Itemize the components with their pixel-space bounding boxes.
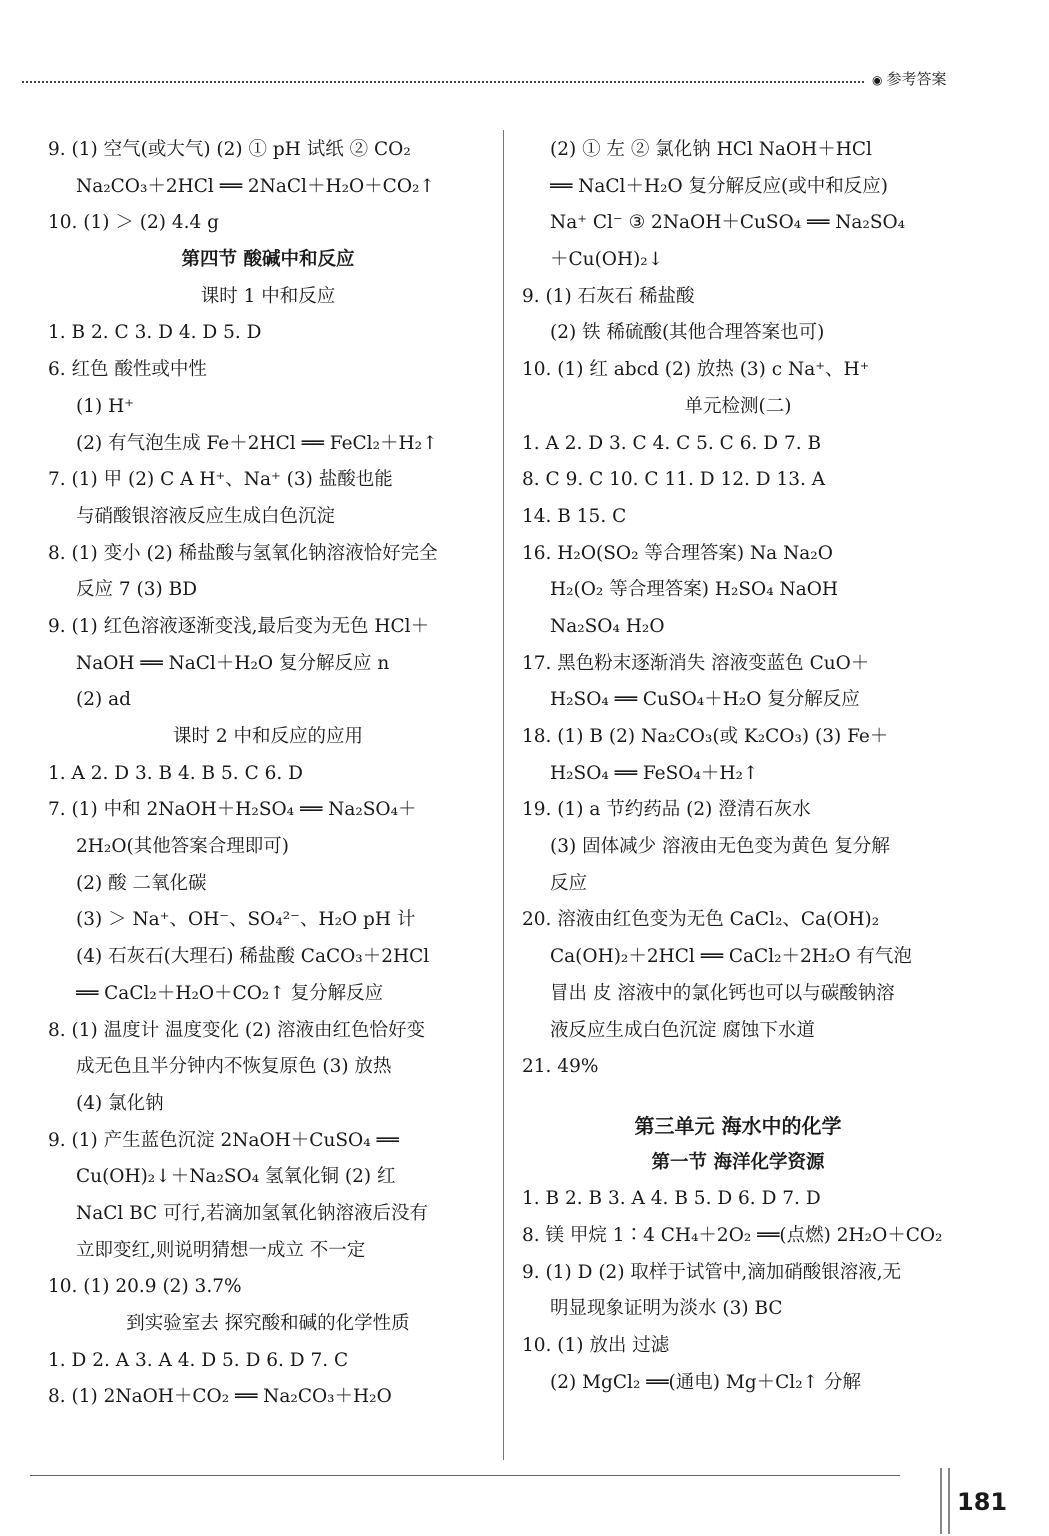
answer-line: 10. (1) 红 abcd (2) 放热 (3) c Na⁺、H⁺ bbox=[522, 359, 870, 381]
header-bullet-icon: ◉ bbox=[872, 73, 883, 87]
answer-line: 9. (1) 石灰石 稀盐酸 bbox=[522, 285, 695, 307]
answer-line: 18. (1) B (2) Na₂CO₃(或 K₂CO₃) (3) Fe＋ bbox=[522, 726, 889, 747]
page-number: 181 bbox=[957, 1488, 1008, 1516]
answer-line: 到实验室去 探究酸和碱的化学性质 bbox=[126, 1313, 410, 1334]
answer-line: 10. (1) 放出 过滤 bbox=[522, 1335, 670, 1356]
answer-line: 1. D 2. A 3. A 4. D 5. D 6. D 7. C bbox=[48, 1349, 349, 1371]
answer-line: 第四节 酸碱中和反应 bbox=[181, 249, 355, 271]
answer-line: 8. (1) 温度计 温度变化 (2) 溶液由红色恰好变 bbox=[48, 1019, 425, 1041]
answer-line: 8. 镁 甲烷 1∶4 CH₄＋2O₂ ══(点燃) 2H₂O＋CO₂ bbox=[522, 1224, 943, 1246]
answer-line: Na⁺ Cl⁻ ③ 2NaOH＋CuSO₄ ══ Na₂SO₄ bbox=[550, 212, 906, 234]
answer-line: 反应 7 (3) BD bbox=[76, 579, 198, 601]
answer-line: 19. (1) a 节约药品 (2) 澄清石灰水 bbox=[522, 799, 811, 821]
answer-line: (4) 氯化钠 bbox=[76, 1092, 164, 1114]
answer-line: 液反应生成白色沉淀 腐蚀下水道 bbox=[550, 1019, 815, 1041]
answer-line: ══ NaCl＋H₂O 复分解反应(或中和反应) bbox=[550, 175, 888, 197]
header-dotted-rule bbox=[22, 81, 864, 83]
answer-line: 6. 红色 酸性或中性 bbox=[48, 359, 207, 381]
answer-line: 20. 溶液由红色变为无色 CaCl₂、Ca(OH)₂ bbox=[522, 909, 880, 931]
answer-line: 与硝酸银溶液反应生成白色沉淀 bbox=[76, 505, 336, 527]
answer-line: 17. 黑色粉末逐渐消失 溶液变蓝色 CuO＋ bbox=[522, 652, 870, 674]
answer-line: 9. (1) D (2) 取样于试管中,滴加硝酸银溶液,无 bbox=[522, 1261, 902, 1283]
answer-line: Na₂SO₄ H₂O bbox=[550, 615, 665, 637]
answer-line: NaOH ══ NaCl＋H₂O 复分解反应 n bbox=[76, 652, 390, 674]
answer-line: (3) 固体减少 溶液由无色变为黄色 复分解 bbox=[550, 836, 890, 858]
answer-line: 8. (1) 变小 (2) 稀盐酸与氢氧化钠溶液恰好完全 bbox=[48, 542, 438, 564]
footer-rule bbox=[30, 1475, 900, 1476]
answer-line: 9. (1) 空气(或大气) (2) ① pH 试纸 ② CO₂ bbox=[48, 139, 411, 160]
answer-line: 冒出 皮 溶液中的氯化钙也可以与碳酸钠溶 bbox=[550, 982, 895, 1004]
answer-line: (2) ad bbox=[76, 689, 131, 711]
answer-line: 第一节 海洋化学资源 bbox=[651, 1151, 825, 1173]
answer-line: 1. B 2. B 3. A 4. B 5. D 6. D 7. D bbox=[522, 1188, 821, 1210]
answer-line: 16. H₂O(SO₂ 等合理答案) Na Na₂O bbox=[522, 542, 833, 564]
answer-line: 1. A 2. D 3. C 4. C 5. C 6. D 7. B bbox=[522, 432, 822, 454]
answer-line: (2) ① 左 ② 氯化钠 HCl NaOH＋HCl bbox=[550, 139, 872, 160]
answer-line: Na₂CO₃＋2HCl ══ 2NaCl＋H₂O＋CO₂↑ bbox=[76, 175, 435, 197]
answer-line: 立即变红,则说明猜想一成立 不一定 bbox=[76, 1239, 366, 1261]
left-column bbox=[48, 132, 488, 1416]
answer-line: (1) H⁺ bbox=[76, 395, 134, 417]
answer-line: Ca(OH)₂＋2HCl ══ CaCl₂＋2H₂O 有气泡 bbox=[550, 946, 912, 968]
answer-line: 8. (1) 2NaOH＋CO₂ ══ Na₂CO₃＋H₂O bbox=[48, 1386, 392, 1408]
answer-line: (3) ＞ Na⁺、OH⁻、SO₄²⁻、H₂O pH 计 bbox=[76, 909, 416, 931]
answer-line: 单元检测(二) bbox=[684, 395, 792, 417]
answer-line: 1. B 2. C 3. D 4. D 5. D bbox=[48, 322, 262, 344]
answer-line: Cu(OH)₂↓＋Na₂SO₄ 氢氧化铜 (2) 红 bbox=[76, 1166, 396, 1188]
answer-line: (2) 酸 二氧化碳 bbox=[76, 872, 207, 894]
answer-line: 7. (1) 甲 (2) C A H⁺、Na⁺ (3) 盐酸也能 bbox=[48, 469, 393, 491]
answer-line: H₂SO₄ ══ FeSO₄＋H₂↑ bbox=[550, 762, 759, 784]
answer-line: 10. (1) ＞ (2) 4.4 g bbox=[48, 212, 219, 234]
header-label-text: 参考答案 bbox=[886, 70, 947, 88]
answer-line: 明显现象证明为淡水 (3) BC bbox=[550, 1298, 783, 1320]
answer-line: ＋Cu(OH)₂↓ bbox=[550, 249, 664, 271]
answer-line: 9. (1) 产生蓝色沉淀 2NaOH＋CuSO₄ ══ bbox=[48, 1129, 399, 1151]
answer-line: 10. (1) 20.9 (2) 3.7% bbox=[48, 1276, 242, 1298]
answer-line: 课时 2 中和反应的应用 bbox=[172, 726, 364, 747]
answer-line: 14. B 15. C bbox=[522, 505, 627, 527]
page-edge-mark bbox=[940, 1468, 950, 1534]
answer-line: 7. (1) 中和 2NaOH＋H₂SO₄ ══ Na₂SO₄＋ bbox=[48, 799, 417, 821]
answer-line: 反应 bbox=[550, 872, 588, 894]
answer-line: 第三单元 海水中的化学 bbox=[634, 1113, 842, 1138]
answer-line: (4) 石灰石(大理石) 稀盐酸 CaCO₃＋2HCl bbox=[76, 946, 430, 968]
answer-line: 2H₂O(其他答案合理即可) bbox=[76, 836, 289, 858]
answer-line: 1. A 2. D 3. B 4. B 5. C 6. D bbox=[48, 762, 303, 784]
answer-line bbox=[522, 1086, 954, 1108]
right-column bbox=[522, 132, 954, 1401]
answer-line: ══ CaCl₂＋H₂O＋CO₂↑ 复分解反应 bbox=[76, 982, 384, 1004]
column-divider bbox=[503, 130, 504, 1460]
answer-line: 8. C 9. C 10. C 11. D 12. D 13. A bbox=[522, 469, 826, 491]
answer-line: 课时 1 中和反应 bbox=[200, 285, 336, 307]
answer-line: (2) 有气泡生成 Fe＋2HCl ══ FeCl₂＋H₂↑ bbox=[76, 432, 438, 454]
answer-line: NaCl BC 可行,若滴加氢氧化钠溶液后没有 bbox=[76, 1202, 429, 1224]
answer-line: H₂SO₄ ══ CuSO₄＋H₂O 复分解反应 bbox=[550, 689, 860, 711]
answer-line: (2) MgCl₂ ══(通电) Mg＋Cl₂↑ 分解 bbox=[550, 1371, 861, 1393]
answer-line: (2) 铁 稀硫酸(其他合理答案也可) bbox=[550, 322, 825, 344]
answer-line: 21. 49% bbox=[522, 1056, 599, 1078]
answer-line: H₂(O₂ 等合理答案) H₂SO₄ NaOH bbox=[550, 579, 839, 601]
header-label bbox=[872, 68, 947, 89]
answer-line: 9. (1) 红色溶液逐渐变浅,最后变为无色 HCl＋ bbox=[48, 615, 430, 637]
answer-line: 成无色且半分钟内不恢复原色 (3) 放热 bbox=[76, 1056, 392, 1078]
